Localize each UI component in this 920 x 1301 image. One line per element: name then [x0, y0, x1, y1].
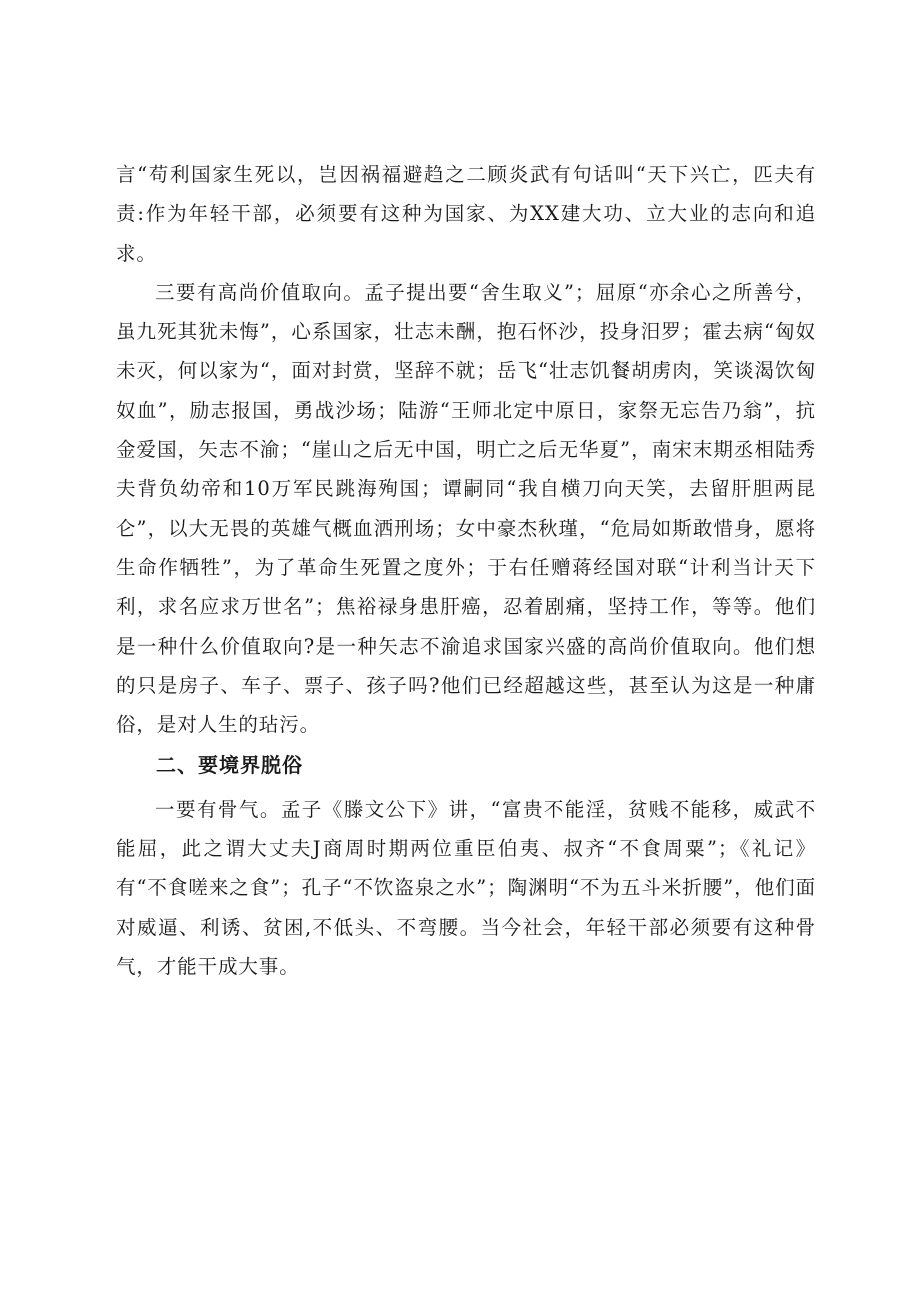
paragraph-value-orientation: 三要有高尚价值取向。孟子提出要“舍生取义”；屈原“亦余心之所善兮，虽九死其犹未悔”，心系国家，壮志未酬，抱石怀沙，投身汨罗；霍去病“匈奴未灭，何以家为“，面对封赏，坚辞不就；岳飞“壮志饥餐胡虏肉，笑谈渴饮匈奴血”，励志报国，勇战沙场；陆游“王师北定中原日，家祭无忘告乃翁”，抗金爱国，矢志不渝；“崖山之后无中国，明亡之后无华夏”，南宋末期丞相陆秀夫背负幼帝和10万军民跳海殉国；谭嗣同“我自横刀向天笑，去留肝胆两昆仑”，以大无畏的英雄气概血洒刑场；女中豪杰秋瑾，“危局如斯敢惜身，愿将生命作牺牲”，为了革命生死置之度外；于右任赠蒋经国对联“计利当计天下利，求名应求万世名”；焦裕禄身患肝癌，忍着剧痛，坚持工作，等等。他们是一种什么价值取向?是一种矢志不渝追求国家兴盛的高尚价值取向。他们想的只是房子、车子、票子、孩子吗?他们已经超越这些，甚至认为这是一种庸俗，是对人生的玷污。 [116, 280, 816, 737]
section-heading: 二、要境界脱俗 [156, 753, 303, 778]
paragraph-backbone: 一要有骨气。孟子《滕文公下》讲，“富贵不能淫，贫贱不能移，威武不能屈，此之谓大丈夫J商周时期两位重臣伯夷、叔齐“不食周粟”；《礼记》有“不食嗟来之食”；孔子“不饮盗泉之水”；陶渊明“不为五斗米折腰”，他们面对威逼、利诱、贫困,不低头、不弯腰。当今社会，年轻干部必须要有这种骨气，才能干成大事。 [116, 797, 816, 978]
paragraph-continuation: 言“苟利国家生死以，岂因祸福避趋之二顾炎武有句话叫“天下兴亡，匹夫有责:作为年轻干部，必须要有这种为国家、为XX建大功、立大业的志向和追求。 [116, 163, 816, 265]
document-body [116, 155, 816, 986]
